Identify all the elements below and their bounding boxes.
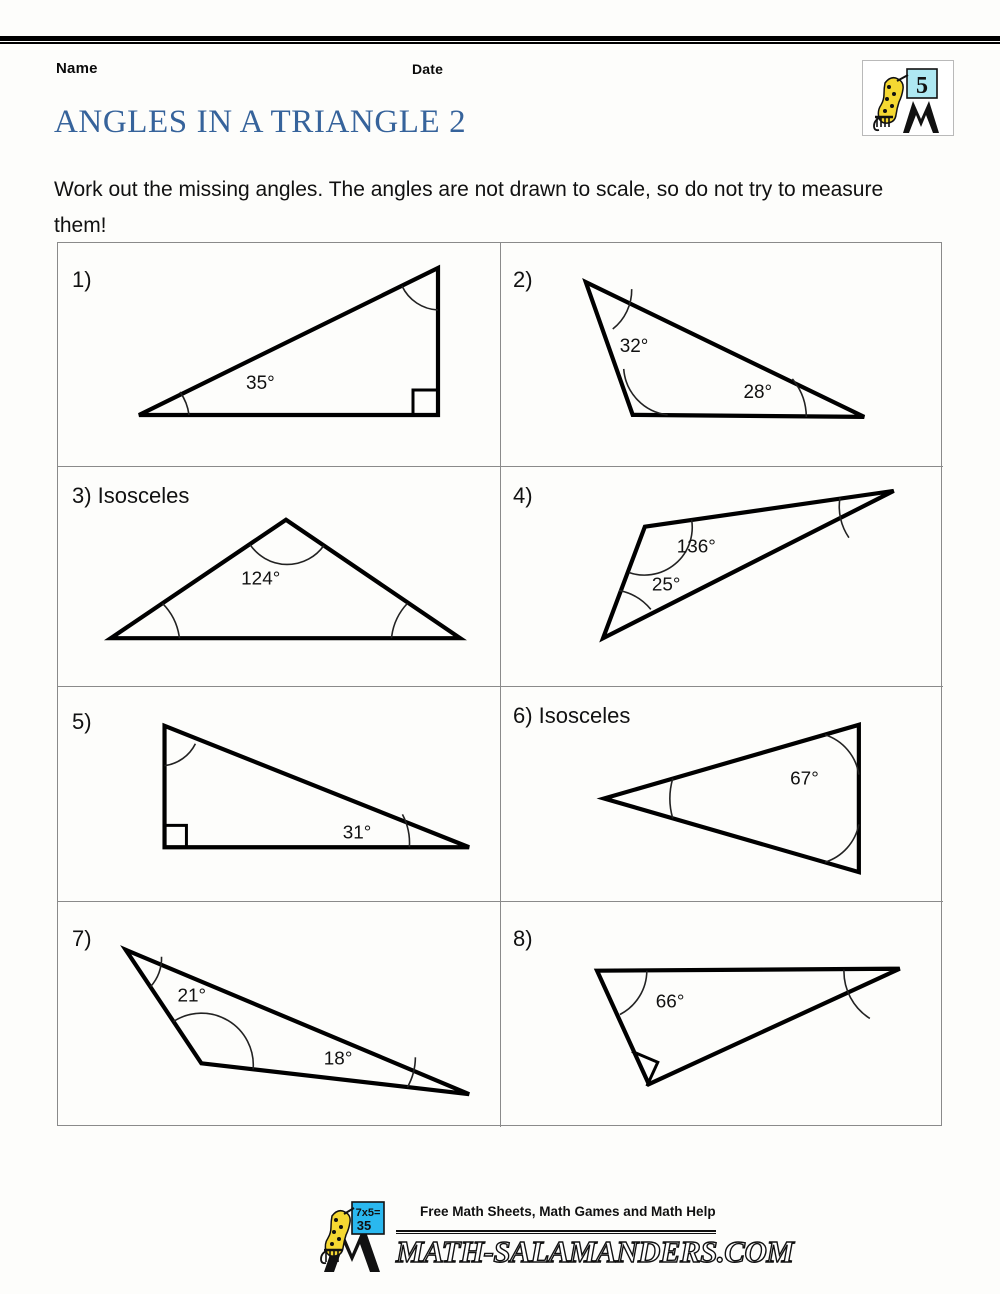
logo-board-number: 5 xyxy=(916,73,928,99)
instructions-text: Work out the missing angles. The angles are not drawn to scale, so do not try to measure them! xyxy=(54,178,884,237)
problem-label-5: 5) xyxy=(72,709,92,734)
problem-cell-8 xyxy=(500,901,943,1127)
triangle-figure-1 xyxy=(58,243,500,466)
footer-tagline: Free Math Sheets, Math Games and Math Help xyxy=(420,1204,716,1219)
problem-cell-1 xyxy=(58,243,500,466)
footer xyxy=(318,1196,794,1278)
angle-label-5-a: 31° xyxy=(342,822,372,844)
angle-label-4-b: 25° xyxy=(651,574,681,596)
footer-salamander-logo-icon xyxy=(318,1196,404,1276)
problem-cell-3 xyxy=(58,466,500,686)
problem-cell-5 xyxy=(58,686,500,901)
problem-label-4: 4) xyxy=(513,483,533,508)
problem-label-3: 3) Isosceles xyxy=(72,483,190,508)
angle-label-8-a: 66° xyxy=(655,991,685,1013)
problem-cell-4 xyxy=(500,466,943,686)
angle-label-1-a: 35° xyxy=(246,373,275,394)
angle-label-2-a: 32° xyxy=(619,336,649,358)
problem-cell-7 xyxy=(58,901,500,1127)
triangle-figure-3 xyxy=(58,467,500,686)
problem-cell-2 xyxy=(500,243,943,466)
name-field-label: Name xyxy=(56,60,98,77)
problem-label-2: 2) xyxy=(513,267,533,292)
problem-cell-6 xyxy=(500,686,943,901)
triangle-figure-5 xyxy=(58,687,500,901)
triangle-figure-2 xyxy=(501,243,943,466)
triangle-figure-8 xyxy=(501,902,943,1127)
angle-label-7-b: 18° xyxy=(323,1048,353,1070)
page-title: ANGLES IN A TRIANGLE 2 xyxy=(54,104,467,140)
angle-label-7-a: 21° xyxy=(177,985,207,1007)
problem-label-8: 8) xyxy=(513,926,533,951)
angle-label-3-a: 124° xyxy=(241,568,281,590)
header-divider-rule xyxy=(0,36,1000,44)
angle-label-6-a: 67° xyxy=(790,768,819,790)
salamander-logo-icon xyxy=(862,60,954,136)
problem-label-6: 6) Isosceles xyxy=(513,703,631,728)
triangle-figure-4 xyxy=(501,467,943,686)
problems-grid xyxy=(57,242,942,1126)
triangle-figure-7 xyxy=(58,902,500,1127)
problem-label-7: 7) xyxy=(72,926,92,951)
date-field-label: Date xyxy=(412,61,444,77)
angle-label-2-b: 28° xyxy=(743,381,773,403)
footer-board-text-top: 7x5= xyxy=(355,1207,381,1219)
footer-board-text-bottom: 35 xyxy=(356,1218,372,1233)
problem-label-1: 1) xyxy=(72,267,92,292)
angle-label-4-a: 136° xyxy=(676,536,716,558)
triangle-figure-6 xyxy=(501,687,943,901)
footer-website-url: MATH-SALAMANDERS.COM xyxy=(396,1234,794,1269)
